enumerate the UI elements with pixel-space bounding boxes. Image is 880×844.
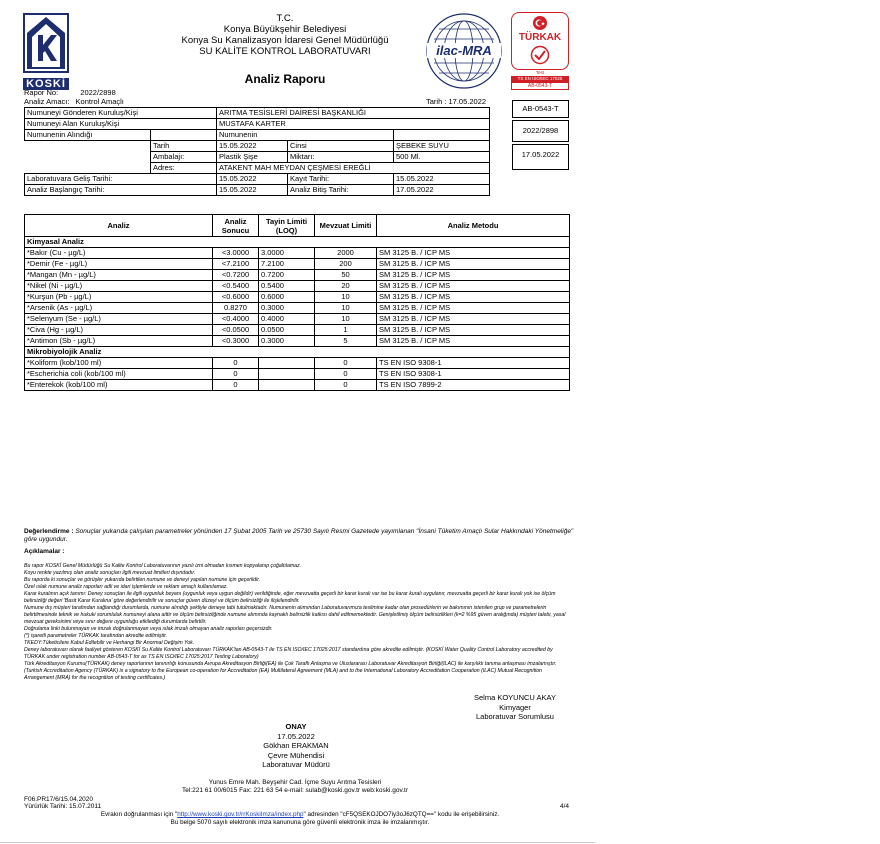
- signer2-name: Gökhan ERAKMAN: [263, 741, 329, 750]
- effective-date: Yürürlük Tarihi: 15.07.2011: [24, 803, 102, 810]
- signer2-title1: Çevre Mühendisi: [267, 750, 325, 760]
- signature-lab-manager: [236, 722, 356, 770]
- arrival-label: Laboratuvara Geliş Tarihi:: [25, 174, 217, 185]
- loq-value: 3.0000: [259, 248, 315, 259]
- address-value: ATAKENT MAH MEYDAN ÇEŞMESİ EREĞLİ: [217, 163, 490, 174]
- turkish-flag-icon: [533, 16, 547, 30]
- date-value: 15.05.2022: [217, 141, 288, 152]
- method-value: SM 3125 B. / ICP MS: [377, 303, 570, 314]
- signer2-title2: Laboratuvar Müdürü: [262, 760, 330, 769]
- table-row: [25, 163, 490, 174]
- loq-value: 0.5400: [259, 281, 315, 292]
- table-row: [25, 325, 570, 336]
- analysis-result: 0.8270: [213, 303, 259, 314]
- table-row: [25, 369, 570, 380]
- ilac-text: ilac-MRA: [436, 43, 492, 58]
- analysis-name: *Arsenik (As - µg/L): [25, 303, 213, 314]
- method-value: SM 3125 B. / ICP MS: [377, 281, 570, 292]
- col-limit: Mevzuat Limiti: [315, 215, 377, 237]
- analysis-name: *Kurşun (Pb - µg/L): [25, 292, 213, 303]
- type-value: ŞEBEKE SUYU: [394, 141, 490, 152]
- limit-value: 0: [315, 358, 377, 369]
- report-date: Tarih : 17.05.2022: [426, 97, 487, 106]
- note-item: Koyu renkte yazılmış olan analiz sonuçları ilgili mevzuat limitleri dışındadır.: [24, 570, 196, 576]
- evaluation-label: Değerlendirme :: [24, 528, 74, 535]
- method-value: SM 3125 B. / ICP MS: [377, 248, 570, 259]
- analysis-result: <3.0000: [213, 248, 259, 259]
- arrival-value: 15.05.2022: [217, 174, 288, 185]
- turkak-logo: [511, 12, 569, 94]
- limit-value: 0: [315, 380, 377, 391]
- note-item: Özel ıslak numune analiz raporları adli ve idari işlemlerde ve reklam amaçlı kullanılamaz.: [24, 584, 228, 590]
- end-value: 17.05.2022: [394, 185, 490, 196]
- loq-value: 0.0500: [259, 325, 315, 336]
- footer-divider: [0, 842, 595, 843]
- sample-label: Numunenin: [217, 130, 394, 141]
- type-label: Cinsi: [288, 141, 394, 152]
- table-row: [25, 141, 490, 152]
- method-value: SM 3125 B. / ICP MS: [377, 292, 570, 303]
- collector-value: MUSTAFA KARTER: [217, 119, 490, 130]
- analysis-result: <0.5400: [213, 281, 259, 292]
- start-value: 15.05.2022: [217, 185, 288, 196]
- page-title: Analiz Raporu: [244, 72, 326, 86]
- sampling-label: Numunenin Alındığı: [25, 130, 151, 141]
- note-item: Numune dış müşteri tarafından sağlandığı durumlarda, numune alındığı şekliyle deneye tabi tutulmaktadır. Numunenin alımından Laboratuvarımıza teslimine kadar olan prosedürlerin ve bakımının istenilen grup ve parametrelerin belirtilmesinde teknik ve hukuki sorumluluk numuneyi alana aittir ve ölçüm belirsizliğinde numune alımında kaynaklı belirsizlik katkısı dahil edilmemektedir. Genişletilmiş ölçüm belirsizlikleri (k=2 %95 güven aralığında) müşteri talebi, yasal mevzuat gereksinimi veya sınır değere uygunluğu etkilediği durumlarda belirtilir.: [24, 605, 566, 625]
- analysis-name: *Bakır (Cu - µg/L): [25, 248, 213, 259]
- package-label: Ambalajı:: [151, 152, 217, 163]
- loq-value: 7.2100: [259, 259, 315, 270]
- analysis-name: *Civa (Hg - µg/L): [25, 325, 213, 336]
- method-value: SM 3125 B. / ICP MS: [377, 259, 570, 270]
- analysis-result: <0.6000: [213, 292, 259, 303]
- note-item: TKEDY:Tüketicilere Kabul Edilebilir ve Herhangi Bir Anormal Değişim Yok.: [24, 640, 195, 646]
- turkak-no: AB-0543-T: [511, 82, 569, 90]
- report-no: 2022/2898: [80, 88, 116, 97]
- analysis-purpose: Kontrol Amaçlı: [75, 97, 124, 106]
- verification-line: [30, 811, 570, 818]
- side-box-accreditation: AB-0543-T: [512, 100, 569, 118]
- results-table: [24, 214, 570, 391]
- limit-value: 20: [315, 281, 377, 292]
- table-row: [25, 130, 490, 141]
- col-analysis: Analiz: [25, 215, 213, 237]
- analysis-name: *Mangan (Mn - µg/L): [25, 270, 213, 281]
- explanations-label: Açıklamalar :: [24, 548, 65, 555]
- analysis-result: <0.7200: [213, 270, 259, 281]
- table-row: [25, 380, 570, 391]
- koski-logo: [23, 13, 69, 90]
- loq-value: 0.3000: [259, 303, 315, 314]
- date-label: Tarih: [151, 141, 217, 152]
- header-directorate: Konya Su Kanalizasyon İdaresi Genel Müdürlüğü: [181, 35, 389, 46]
- table-row: [25, 248, 570, 259]
- analysis-name: *Antimon (Sb - µg/L): [25, 336, 213, 347]
- group-label: Mikrobiyolojik Analiz: [25, 347, 570, 358]
- signer1-title2: Laboratuvar Sorumlusu: [476, 712, 554, 721]
- analysis-result: <0.4000: [213, 314, 259, 325]
- table-row: [25, 336, 570, 347]
- signature-lab-responsible: [460, 693, 570, 722]
- table-row: [25, 270, 570, 281]
- header-tc: T.C.: [276, 13, 294, 24]
- analysis-name: *Escherichia coli (kob/100 ml): [25, 369, 213, 380]
- analysis-name: *Enterekok (kob/100 ml): [25, 380, 213, 391]
- limit-value: 10: [315, 314, 377, 325]
- sample-info-table: [24, 107, 490, 196]
- note-item: Deney laboratuvarı olarak faaliyet gösteren KOSKİ Su Kalite Kontrol Laboratuvarı TÜRKAK'tan AB-0543-T ile TS EN ISO/IEC 17025:2017 standardına göre akredite edilmiştir. (KOSKİ Water Quality Control Laboratory accredited by TÜRKAK under registration number AB-0543-T for as TS EN ISO/IEC 17025:2017 Testing Laboratory): [24, 647, 553, 660]
- loq-value: 0.7200: [259, 270, 315, 281]
- page-number: 4/4: [560, 803, 570, 810]
- sender-label: Numuneyi Gönderen Kuruluş/Kişi: [25, 108, 217, 119]
- analysis-name: *Demir (Fe - µg/L): [25, 259, 213, 270]
- loq-value: 0.4000: [259, 314, 315, 325]
- table-row: [25, 303, 570, 314]
- loq-value: 0.6000: [259, 292, 315, 303]
- analysis-result: 0: [213, 380, 259, 391]
- turkak-text: TÜRKAK: [518, 32, 562, 43]
- results-header-row: [25, 215, 570, 237]
- check-mark-icon: [530, 45, 550, 65]
- verification-post: " adresinden "cF5QSEKOJDO7iy3oJ6zQTQ==" kodu ile erişebilirsiniz.: [303, 811, 500, 818]
- analysis-name: *Nikel (Ni - µg/L): [25, 281, 213, 292]
- col-loq: Tayin Limiti (LOQ): [259, 215, 315, 237]
- analysis-result: <0.3000: [213, 336, 259, 347]
- turkak-small: Test: [535, 70, 545, 75]
- limit-value: 200: [315, 259, 377, 270]
- end-label: Analiz Bitiş Tarihi:: [288, 185, 394, 196]
- koski-logo-text: KOSKİ: [23, 78, 69, 90]
- method-value: SM 3125 B. / ICP MS: [377, 270, 570, 281]
- note-item: Doğrulama linki bulunmayan ve imzalı doğrulanmayan veya ıslak imzalı olmayan analiz raporları geçersizdir.: [24, 626, 273, 632]
- table-row: [25, 185, 490, 196]
- koski-emblem-icon: [23, 13, 69, 73]
- footer-address: Yunus Emre Mah. Beyşehir Cad. İçme Suyu Arıtma Tesisleri: [208, 779, 382, 786]
- address-label: Adres:: [151, 163, 217, 174]
- table-row: [25, 152, 490, 163]
- analysis-result: <7.2100: [213, 259, 259, 270]
- package-value: Plastik Şişe: [217, 152, 288, 163]
- amount-value: 500 Ml.: [394, 152, 490, 163]
- note-item: Bu raporda ki sonuçlar ve görüşler yukarıda belirtilen numune ve deneyi yapılan numune için geçerlidir.: [24, 577, 261, 583]
- method-value: TS EN ISO 7899-2: [377, 380, 570, 391]
- loq-value: [259, 380, 315, 391]
- analysis-result: 0: [213, 358, 259, 369]
- loq-value: [259, 358, 315, 369]
- collector-label: Numuneyi Alan Kuruluş/Kişi: [25, 119, 217, 130]
- limit-value: 50: [315, 270, 377, 281]
- group-row: [25, 347, 570, 358]
- analysis-result: 0: [213, 369, 259, 380]
- analysis-name: *Selenyum (Se - µg/L): [25, 314, 213, 325]
- registration-value: 15.05.2022: [394, 174, 490, 185]
- signer1-title1: Kimyager: [499, 702, 531, 712]
- note-item: Bu rapor KOSKİ Genel Müdürlüğü Su Kalite Kontrol Laboratuvarının yazılı izni olmadan kısmen kopyalanıp çoğaltılamaz.: [24, 563, 302, 569]
- start-label: Analiz Başlangıç Tarihi:: [25, 185, 217, 196]
- limit-value: 5: [315, 336, 377, 347]
- side-box-date: 17.05.2022: [512, 144, 569, 170]
- table-row: [25, 119, 490, 130]
- ilac-mra-logo: [425, 12, 503, 90]
- table-row: [25, 259, 570, 270]
- col-method: Analiz Metodu: [377, 215, 570, 237]
- evaluation-text: Sonuçlar yukarıda çalışılan parametreler yönünden 17 Şubat 2005 Tarih ve 25730 Sayılı Resmi Gazetede yayımlanan "İnsani Tüketim Amaçlı Sular Hakkındaki Yönetmeliğe" göre uygundur.: [24, 528, 574, 543]
- analysis-name: *Koliform (kob/100 ml): [25, 358, 213, 369]
- method-value: SM 3125 B. / ICP MS: [377, 325, 570, 336]
- table-row: [25, 108, 490, 119]
- analysis-purpose-label: Analiz Amacı:: [24, 97, 70, 106]
- limit-value: 1: [315, 325, 377, 336]
- evaluation: [24, 528, 574, 544]
- registration-label: Kayıt Tarihi:: [288, 174, 394, 185]
- method-value: TS EN ISO 9308-1: [377, 369, 570, 380]
- sender-value: ARITMA TESİSLERİ DAİRESİ BAŞKANLIĞI: [217, 108, 490, 119]
- group-row: [25, 237, 570, 248]
- notes-block: [24, 563, 569, 682]
- approval-date: 17.05.2022: [277, 731, 315, 741]
- report-meta: [24, 88, 124, 106]
- amount-label: Miktarı:: [288, 152, 394, 163]
- header-lab: SU KALİTE KONTROL LABORATUVARI: [199, 46, 371, 57]
- method-value: SM 3125 B. / ICP MS: [377, 336, 570, 347]
- turkak-std: TS EN ISO/IEC 17025: [511, 76, 569, 82]
- loq-value: 0.3000: [259, 336, 315, 347]
- table-row: [25, 281, 570, 292]
- col-result: Analiz Sonucu: [213, 215, 259, 237]
- note-item: (*) işaretli parametreler TÜRKAK tarafından akredite edilmiştir.: [24, 633, 168, 639]
- form-number: F06.PR17/6/15.04.2020: [24, 796, 94, 803]
- note-item: Türk Akreditasyon Kurumu(TÜRKAK) deney raporlarının tanınırlığı konusunda Avrupa Akreditasyon Birliği(EA) ile Çok Taraflı Anlaşma ve Uluslararası Laboratuvar Akreditasyon Birliği(ILAC) ile karşılıklı tanıma anlaşması imzalamıştır. (Turkish Accreditation Agency (TÜRKAK) is a signatory to the European co-operation for Accreditation (EA) Multilateral Agreement (MLA) and to the International Laboratory Accreditation Cooperation (ILAC) Mutual Recognition Arrangement (MRA) for the recognition of testing certificates.): [24, 661, 557, 681]
- header-municipality: Konya Büyükşehir Belediyesi: [223, 24, 347, 35]
- side-boxes: [512, 100, 569, 170]
- report-no-label: Rapor No:: [24, 88, 59, 97]
- table-row: [25, 314, 570, 325]
- group-label: Kimyasal Analiz: [25, 237, 570, 248]
- verification-pre: Evrakın doğrulanması için ": [100, 811, 178, 818]
- analysis-result: <0.0500: [213, 325, 259, 336]
- table-row: [25, 174, 490, 185]
- esignature-note: Bu belge 5070 sayılı elektronik imza kanununa göre güvenli elektronik imza ile imzalanmıştır.: [170, 819, 430, 826]
- footer-contact: Tel:221 61 00/6015 Fax: 221 63 54 e-mail: sulab@koski.gov.tr web:koski.gov.tr: [181, 787, 409, 794]
- method-value: TS EN ISO 9308-1: [377, 358, 570, 369]
- limit-value: 10: [315, 292, 377, 303]
- header-block: [160, 13, 410, 57]
- approval-label: ONAY: [285, 722, 307, 731]
- loq-value: [259, 369, 315, 380]
- signer1-name: Selma KOYUNCU AKAY: [474, 693, 556, 702]
- limit-value: 10: [315, 303, 377, 314]
- table-row: [25, 292, 570, 303]
- side-box-report-no: 2022/2898: [512, 120, 569, 142]
- limit-value: 2000: [315, 248, 377, 259]
- verification-link[interactable]: http://www.koski.gov.tr/rrKoskiImza/index.php: [177, 811, 304, 818]
- table-row: [25, 358, 570, 369]
- note-item: Karar kuralının açık tanımı: Deney sonuçları ile ilgili uygunluk beyanı (uygunluk veya uygun değildir) verildiğinde, eğer mevzuatta geçerli bir karar kuralı var ise bu karar kuralı uygulanır, mevzuatta geçerli bir karar kuralı yok ise ölçüm belirsizliği değeri 'Basit Karar Kuralına' göre değerlendirilir ve sonuçlar güven düzeyi ve ölçüm belirsizliği ile ilişkilendirilir.: [24, 591, 556, 604]
- limit-value: 0: [315, 369, 377, 380]
- method-value: SM 3125 B. / ICP MS: [377, 314, 570, 325]
